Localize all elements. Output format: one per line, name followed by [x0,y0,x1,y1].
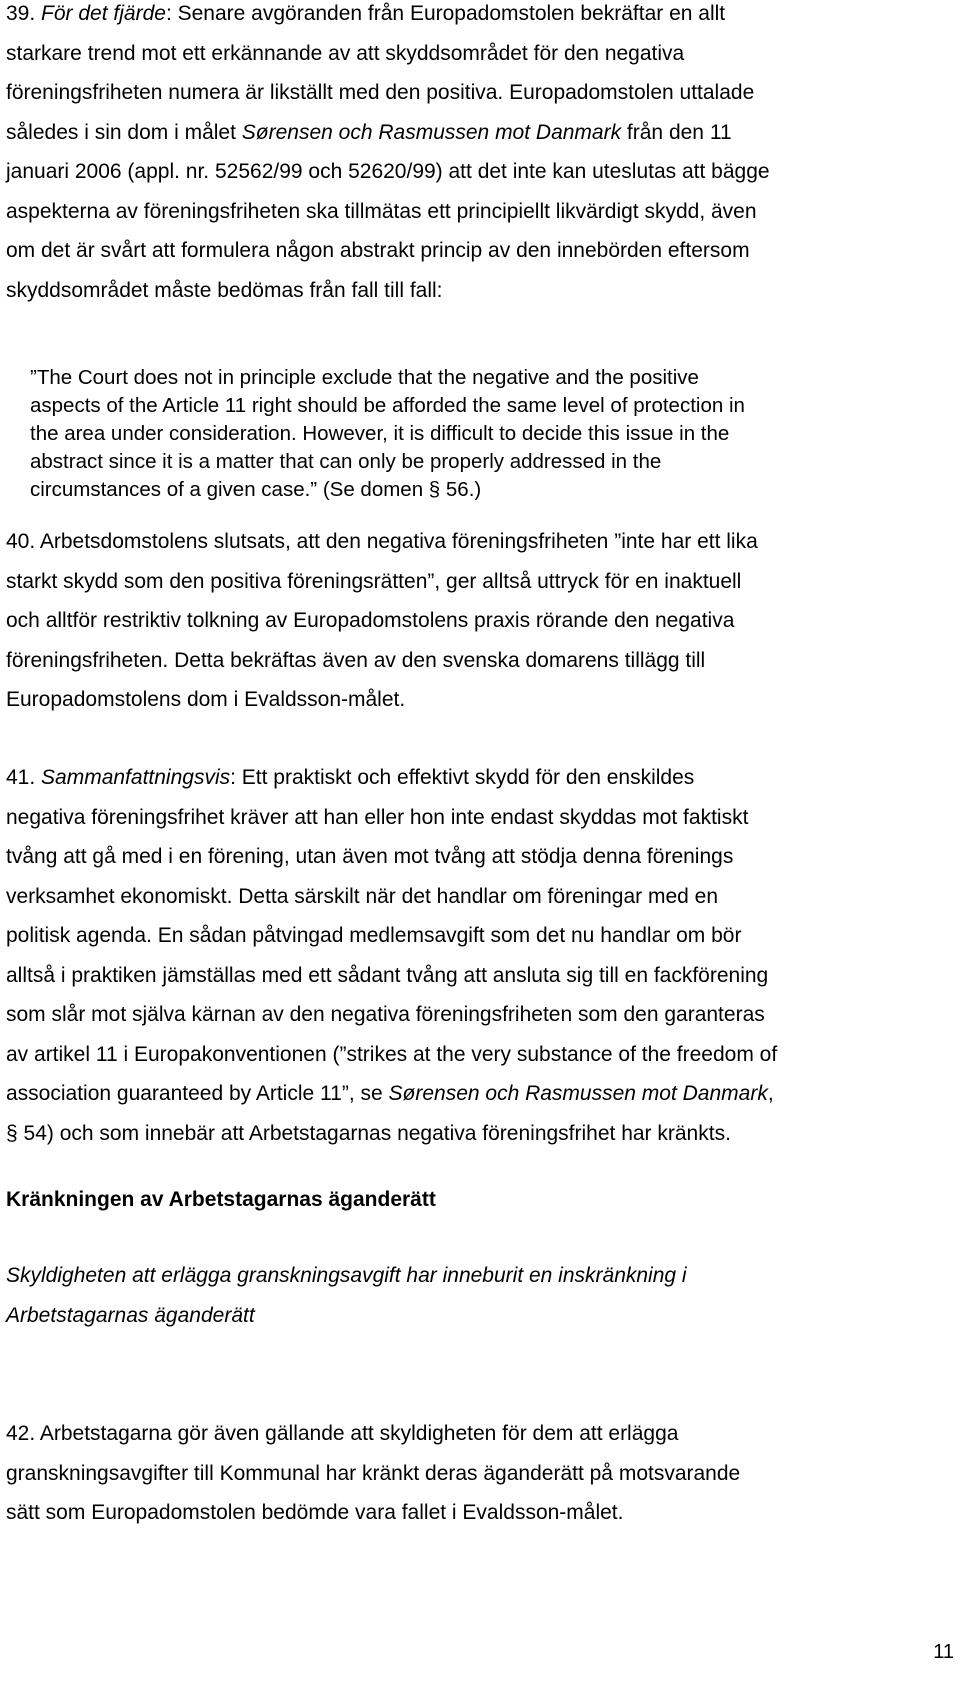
subheading-line: Skyldigheten att erlägga granskningsavgift har inneburit en inskränkning i [6,1264,687,1287]
italic-emphasis: För det fjärde [41,2,166,25]
paragraph-line: granskningsavgifter till Kommunal har kränkt deras äganderätt på motsvarande [6,1461,741,1485]
paragraph-line: tvång att gå med i en förening, utan även mot tvång att stödja denna förenings [6,845,734,868]
paragraph-line: aspekterna av föreningsfriheten ska tillmätas ett principiellt likvärdigt skydd, även [6,199,757,223]
paragraph-line: politisk agenda. En sådan påtvingad medlemsavgift som det nu handlar om bör [6,924,742,947]
quote-line: abstract since it is a matter that can only be properly addressed in the [30,450,662,473]
paragraph-line: verksamhet ekonomiskt. Detta särskilt när det handlar om föreningar med en [6,884,719,908]
paragraph-line: som slår mot själva kärnan av den negativa föreningsfriheten som den garanteras [6,1003,765,1026]
quote-line: circumstances of a given case.” (Se domen § 56.) [30,478,482,501]
block-quote [6,364,745,504]
quote-line: aspects of the Article 11 right should be afforded the same level of protection in [30,394,745,417]
paragraph-line: Europadomstolens dom i Evaldsson-målet. [6,688,406,711]
quote-line: ”The Court does not in principle exclude that the negative and the positive [30,366,699,389]
paragraph-line: således i sin dom i målet Sørensen och Rasmussen mot Danmark från den 11 [6,120,732,144]
paragraph-line: § 54) och som innebär att Arbetstagarnas negativa föreningsfrihet har kränkts. [6,1121,731,1145]
subheading-line: Arbetstagarnas äganderätt [6,1303,255,1327]
paragraph-42 [6,1414,740,1533]
paragraph-41 [6,758,777,1153]
paragraph-line: negativa föreningsfrihet kräver att han eller hon inte endast skyddas mot faktiskt [6,805,749,829]
section-heading: Kränkningen av Arbetstagarnas äganderätt [6,1188,436,1211]
paragraph-line: föreningsfriheten numera är likställt med den positiva. Europadomstolen uttalade [6,81,755,104]
paragraph-line: 41. Sammanfattningsvis: Ett praktiskt och effektivt skydd för den enskildes [6,766,695,789]
paragraph-line: skyddsområdet måste bedömas från fall till fall: [6,278,443,302]
paragraph-line: 42. Arbetstagarna gör även gällande att skyldigheten för dem att erlägga [6,1422,679,1445]
paragraph-line: association guaranteed by Article 11”, se Sørensen och Rasmussen mot Danmark, [6,1082,774,1105]
quote-line: the area under consideration. However, it is difficult to decide this issue in the [30,422,730,445]
paragraph-line: och alltför restriktiv tolkning av Europadomstolens praxis rörande den negativa [6,609,735,632]
paragraph-39 [6,0,770,310]
paragraph-line: sätt som Europadomstolen bedömde vara fallet i Evaldsson-målet. [6,1501,624,1524]
paragraph-line: 39. För det fjärde: Senare avgöranden från Europadomstolen bekräftar en allt [6,2,726,25]
paragraph-line: 40. Arbetsdomstolens slutsats, att den negativa föreningsfriheten ”inte har ett lika [6,530,758,553]
paragraph-line: alltså i praktiken jämställas med ett sådant tvång att ansluta sig till en fackförening [6,963,769,987]
paragraph-40 [6,522,758,720]
page-number: 11 [933,1641,954,1663]
italic-emphasis: Sammanfattningsvis [41,766,231,789]
paragraph-line: januari 2006 (appl. nr. 52562/99 och 52620/99) att det inte kan uteslutas att bägge [6,160,770,183]
paragraph-line: starkt skydd som den positiva föreningsrätten”, ger alltså uttryck för en inaktuell [6,569,742,593]
paragraph-line: av artikel 11 i Europakonventionen (”strikes at the very substance of the freedom of [6,1042,778,1066]
section-subheading [6,1256,687,1335]
case-name: Sørensen och Rasmussen mot Danmark [388,1082,768,1105]
paragraph-line: starkare trend mot ett erkännande av att skyddsområdet för den negativa [6,41,685,65]
paragraph-line: om det är svårt att formulera någon abstrakt princip av den innebörden eftersom [6,239,750,262]
case-name: Sørensen och Rasmussen mot Danmark [241,120,622,144]
paragraph-line: föreningsfriheten. Detta bekräftas även av den svenska domarens tillägg till [6,648,706,672]
